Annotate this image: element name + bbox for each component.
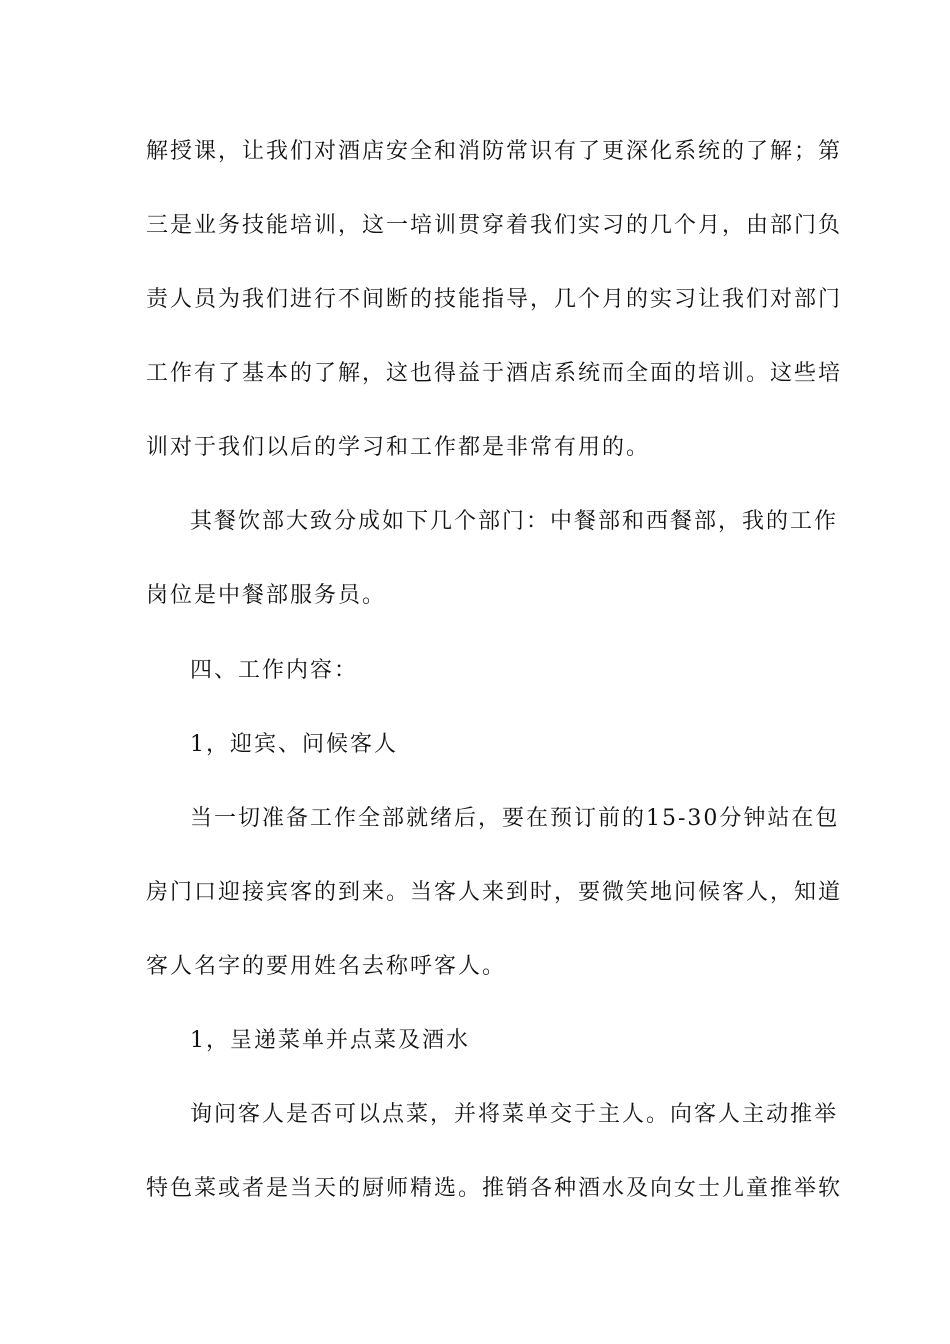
text-line: 解授课，让我们对酒店安全和消防常识有了更深化系统的了解；第 <box>146 139 843 164</box>
text-line: 其餐饮部大致分成如下几个部门：中餐部和西餐部，我的工作 <box>190 509 839 534</box>
text-line: 特色菜或者是当天的厨师精选。推销各种酒水及向女士儿童推举软 <box>146 1176 843 1201</box>
text-line: 工作有了基本的了解，这也得益于酒店系统而全面的培训。这些培 <box>146 361 843 386</box>
text-line: 责人员为我们进行不间断的技能指导，几个月的实习让我们对部门 <box>146 287 843 312</box>
text-line: 当一切准备工作全部就绪后，要在预订前的15-30分钟站在包 <box>190 806 840 831</box>
text-line: 训对于我们以后的学习和工作都是非常有用的。 <box>146 435 651 460</box>
text-line: 客人名字的要用姓名去称呼客人。 <box>146 954 507 979</box>
text-line: 岗位是中餐部服务员。 <box>146 583 387 608</box>
section-heading: 四、工作内容： <box>190 658 359 683</box>
subheading: 1，迎宾、问候客人 <box>190 732 398 757</box>
subheading: 1，呈递菜单并点菜及酒水 <box>190 1028 470 1053</box>
text-line: 房门口迎接宾客的到来。当客人来到时，要微笑地问候客人，知道 <box>146 880 843 905</box>
text-line: 三是业务技能培训，这一培训贯穿着我们实习的几个月，由部门负 <box>146 213 843 238</box>
text-line: 询问客人是否可以点菜，并将菜单交于主人。向客人主动推举 <box>190 1102 839 1127</box>
